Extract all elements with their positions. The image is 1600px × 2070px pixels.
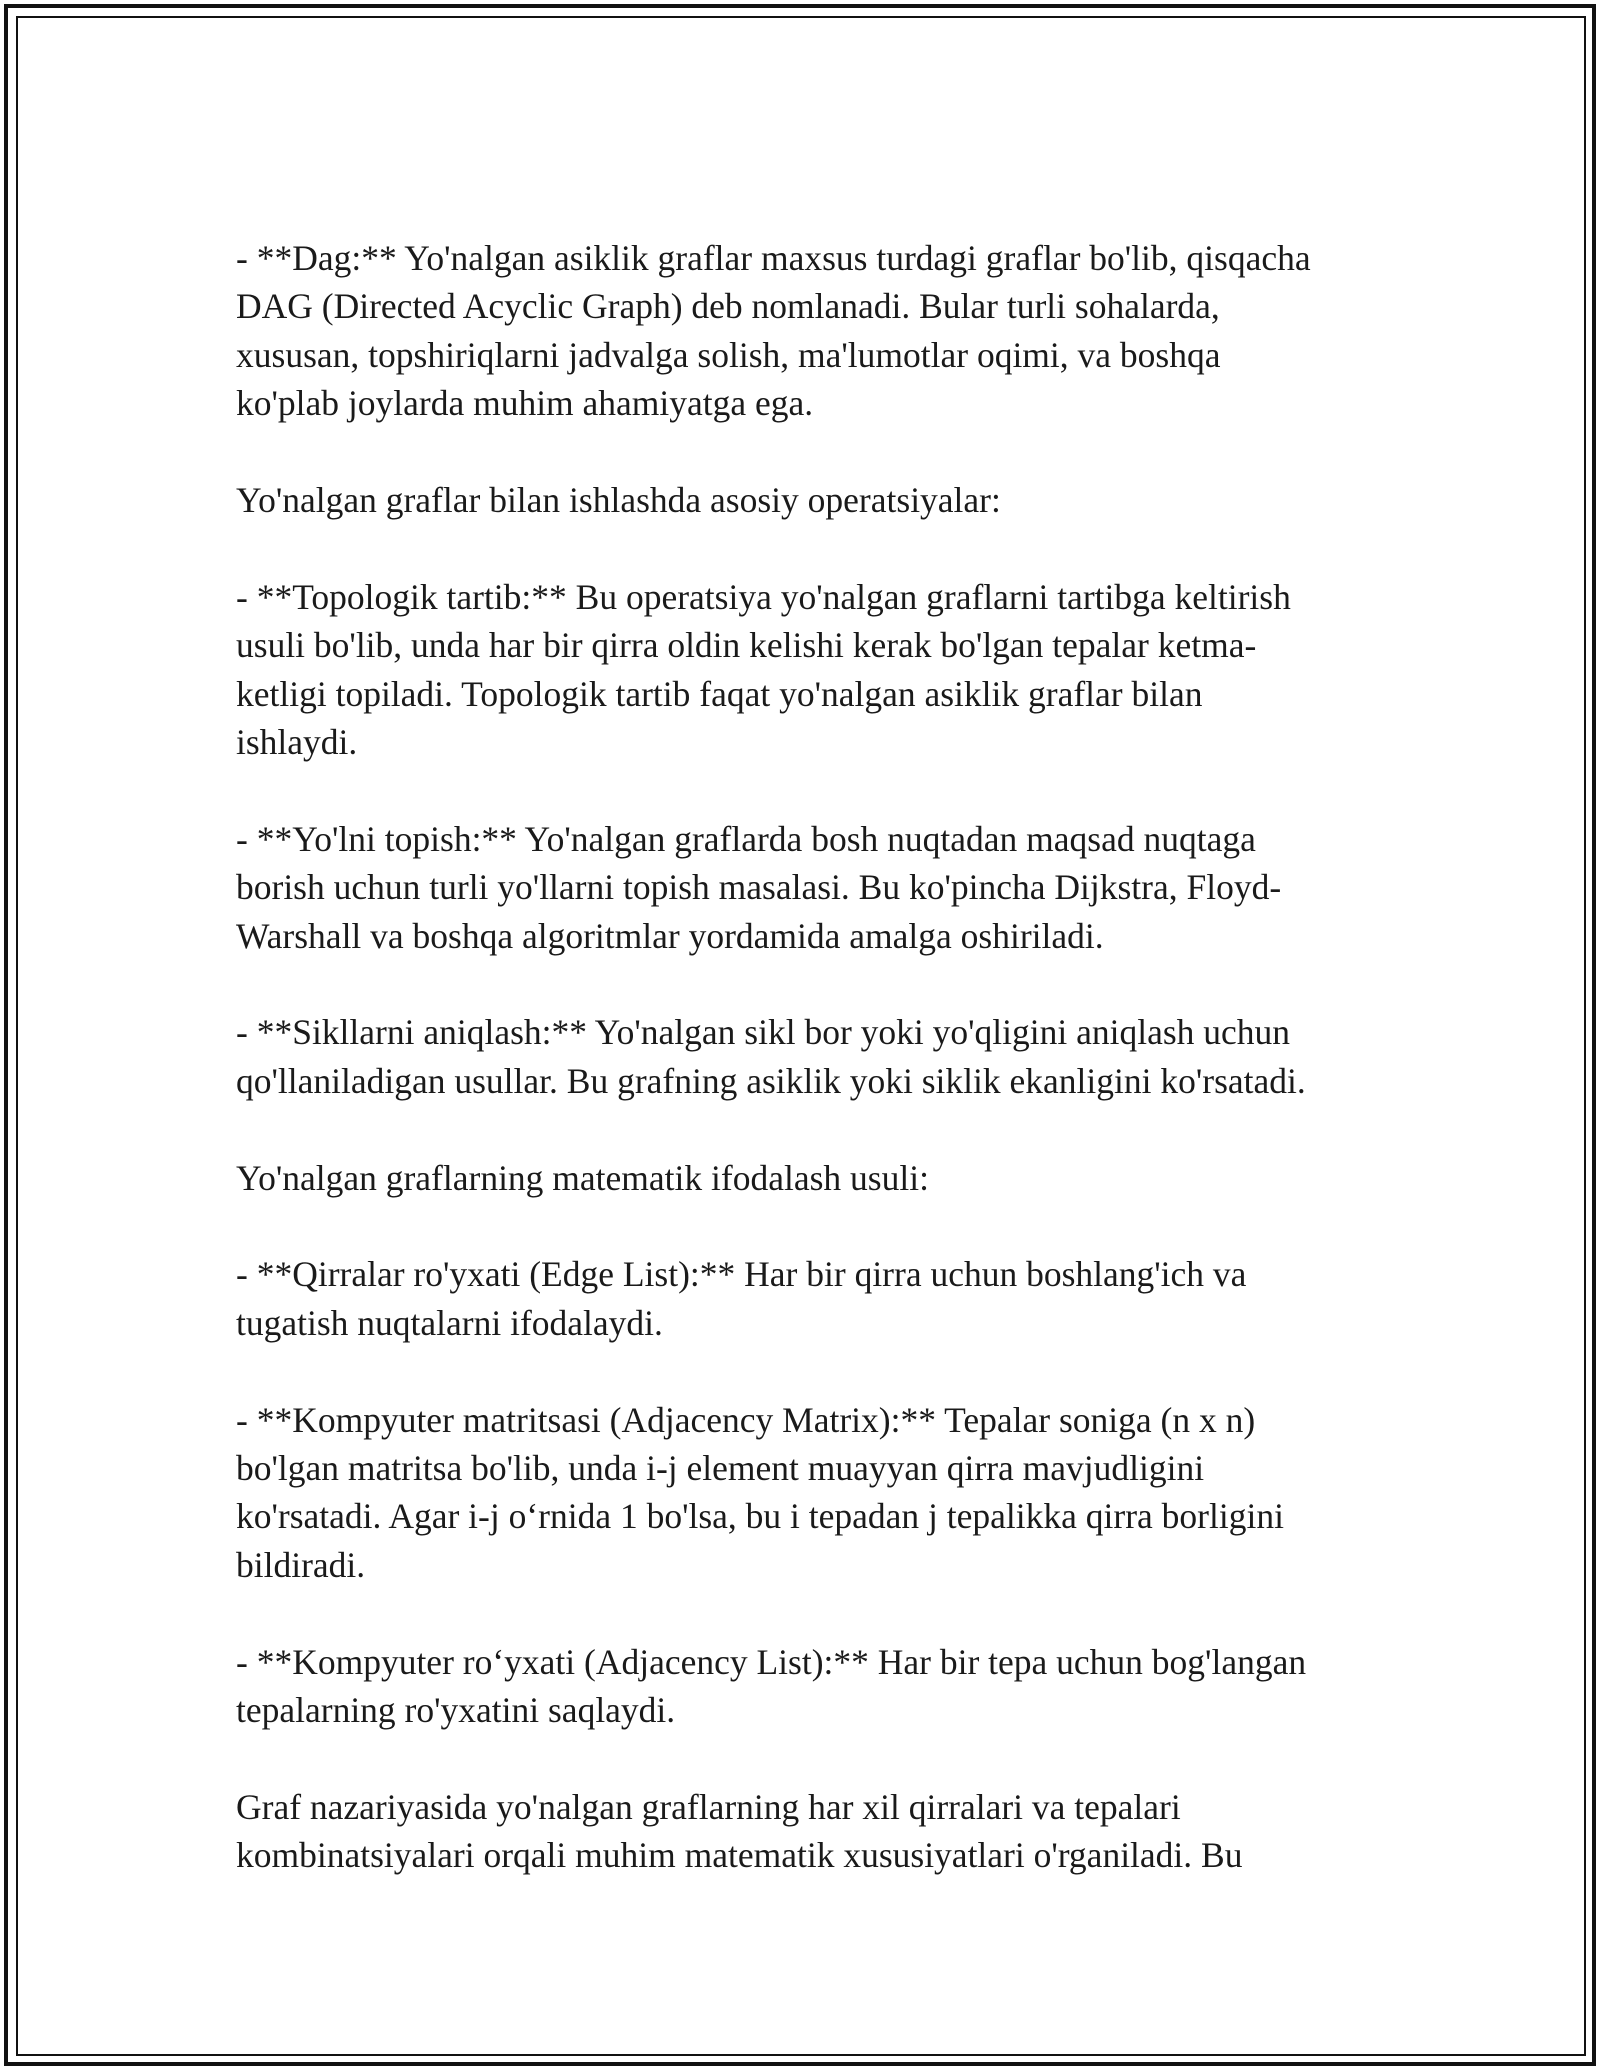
text-line: borish uchun turli yo'llarni topish masalasi. Bu ko'pincha Dijkstra, Floyd- <box>236 867 1282 908</box>
text-line: Warshall va boshqa algoritmlar yordamida amalga oshiriladi. <box>236 915 1104 956</box>
text-line: - **Qirralar ro'yxati (Edge List):** Har bir qirra uchun boshlang'ich va <box>236 1254 1247 1295</box>
text-line: xususan, topshiriqlarni jadvalga solish, ma'lumotlar oqimi, va boshqa <box>236 334 1221 375</box>
text-line: Yo'nalgan graflar bilan ishlashda asosiy operatsiyalar: <box>236 480 1001 521</box>
text-line: bildiradi. <box>236 1544 366 1585</box>
paragraph-dag <box>236 234 1366 428</box>
text-line: - **Sikllarni aniqlash:** Yo'nalgan sikl bor yoki yo'qligini aniqlash uchun <box>236 1012 1291 1053</box>
document-body <box>236 234 1366 1880</box>
paragraph-representation-heading <box>236 1154 1366 1202</box>
paragraph-graph-theory <box>236 1783 1366 1880</box>
text-line: DAG (Directed Acyclic Graph) deb nomlanadi. Bular turli sohalarda, <box>236 286 1220 327</box>
paragraph-adjacency-matrix <box>236 1396 1366 1590</box>
paragraph-adjacency-list <box>236 1638 1366 1735</box>
paragraph-edge-list <box>236 1250 1366 1347</box>
text-line: tepalarning ro'yxatini saqlaydi. <box>236 1690 676 1731</box>
text-line: ko'rsatadi. Agar i-j o‘rnida 1 bo'lsa, bu i tepadan j tepalikka qirra borligini <box>236 1496 1284 1537</box>
text-line: ishlaydi. <box>236 722 358 763</box>
paragraph-operations-heading <box>236 476 1366 524</box>
paragraph-cycle-detection <box>236 1008 1366 1105</box>
text-line: usuli bo'lib, unda har bir qirra oldin kelishi kerak bo'lgan tepalar ketma- <box>236 625 1257 666</box>
text-line: ketligi topiladi. Topologik tartib faqat yo'nalgan asiklik graflar bilan <box>236 673 1203 714</box>
text-line: qo'llaniladigan usullar. Bu grafning asiklik yoki siklik ekanligini ko'rsatadi. <box>236 1060 1306 1101</box>
text-line: - **Yo'lni topish:** Yo'nalgan graflarda bosh nuqtadan maqsad nuqtaga <box>236 818 1256 859</box>
text-line: - **Kompyuter ro‘yxati (Adjacency List):** Har bir tepa uchun bog'langan <box>236 1641 1307 1682</box>
text-line: kombinatsiyalari orqali muhim matematik xususiyatlari o'rganiladi. Bu <box>236 1835 1243 1876</box>
text-line: Yo'nalgan graflarning matematik ifodalash usuli: <box>236 1157 929 1198</box>
text-line: ko'plab joylarda muhim ahamiyatga ega. <box>236 383 814 424</box>
text-line: - **Kompyuter matritsasi (Adjacency Matrix):** Tepalar soniga (n x n) <box>236 1399 1256 1440</box>
text-line: tugatish nuqtalarni ifodalaydi. <box>236 1302 663 1343</box>
text-line: - **Dag:** Yo'nalgan asiklik graflar maxsus turdagi graflar bo'lib, qisqacha <box>236 238 1311 278</box>
text-line: bo'lgan matritsa bo'lib, unda i-j element muayyan qirra mavjudligini <box>236 1448 1205 1489</box>
paragraph-path-finding <box>236 815 1366 960</box>
text-line: Graf nazariyasida yo'nalgan graflarning har xil qirralari va tepalari <box>236 1786 1181 1827</box>
text-line: - **Topologik tartib:** Bu operatsiya yo'nalgan graflarni tartibga keltirish <box>236 576 1291 617</box>
paragraph-topological-order <box>236 573 1366 767</box>
